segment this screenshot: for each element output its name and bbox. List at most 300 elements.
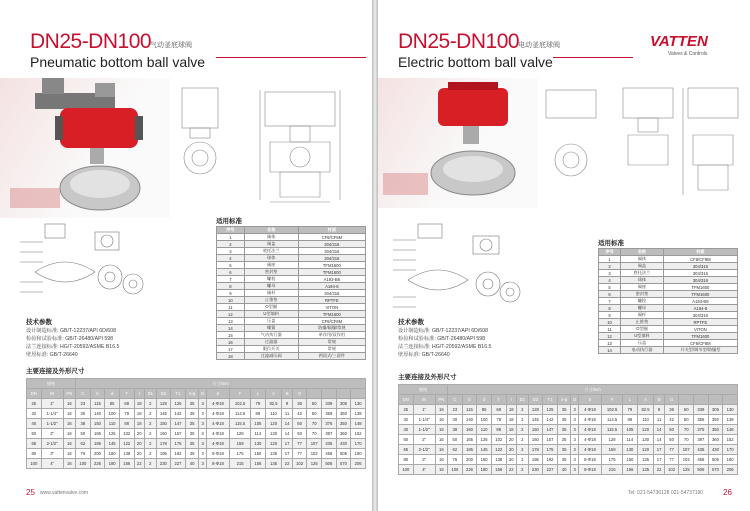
dims-title: 主要连接及外形尺寸 xyxy=(398,374,457,381)
dims-cell: 2 xyxy=(516,465,528,475)
dims-cell: 16 xyxy=(63,429,75,439)
materials-cell: A194-8 xyxy=(298,283,365,290)
materials-cell: 12 xyxy=(599,333,621,340)
dims-cell: 145 xyxy=(477,445,492,455)
dims-cell: 192 xyxy=(171,449,186,459)
dims-cell: 82.5 xyxy=(637,405,654,415)
materials-row xyxy=(599,270,738,277)
dims-header-cell: T xyxy=(491,395,506,405)
materials-cell: U型填料 xyxy=(244,311,298,318)
tech-line: 法兰连接标准: HG/T-20592/ASME B16.5 xyxy=(26,344,120,350)
dims-cell: 3 xyxy=(571,455,578,465)
materials-cell: 304/316 xyxy=(663,312,737,319)
materials-cell: 防爆/隔爆/常规 xyxy=(298,325,365,332)
logo-subtext: Valves & Controls xyxy=(668,51,708,57)
materials-cell: O型圈 xyxy=(244,304,298,311)
dims-cell: 150 xyxy=(251,449,266,459)
dims-cell: 125 xyxy=(307,459,322,469)
dims-cell: 9 xyxy=(654,405,664,415)
materials-cell: 气动执行器 xyxy=(244,332,298,339)
dims-header-cell: C xyxy=(448,395,463,405)
dims-header-cell: D2 xyxy=(156,389,171,399)
contact-phone: Tel: 021-54736128 021-54737190 xyxy=(628,490,704,496)
dims-cell: 458 xyxy=(694,455,709,465)
materials-cell: TFM1600 xyxy=(663,284,737,291)
dims-cell: 2 xyxy=(516,425,528,435)
dims-cell: 339 xyxy=(694,405,709,415)
dims-cell: 102 xyxy=(119,429,134,439)
dims-cell: 160 xyxy=(105,449,120,459)
materials-cell: VITON xyxy=(298,304,365,311)
dims-cell: 115.5 xyxy=(230,419,251,429)
materials-row xyxy=(217,290,366,297)
materials-row xyxy=(599,291,738,298)
dims-cell: 135 xyxy=(265,449,282,459)
materials-cell: 止推垫 xyxy=(621,319,664,326)
materials-row xyxy=(599,256,738,263)
dims-header-cell: n-φ xyxy=(557,395,571,405)
materials-cell: A193-B8 xyxy=(298,276,365,283)
dims-cell: 128 xyxy=(156,399,171,409)
dims-header-cell: F xyxy=(230,389,251,399)
dims-cell: 506 xyxy=(694,465,709,475)
dims-cell: 120 xyxy=(637,425,654,435)
title-rule xyxy=(216,57,366,58)
dims-cell: 50 xyxy=(292,419,307,429)
materials-cell: 13 xyxy=(599,340,621,347)
dims-cell: 35 xyxy=(557,415,571,425)
materials-cell: 8 xyxy=(217,283,245,290)
dims-header-cell: D2 xyxy=(528,395,543,405)
dims-cell: 175 xyxy=(171,439,186,449)
dims-cell: 120 xyxy=(637,445,654,455)
dims-cell: 16 xyxy=(63,419,75,429)
dims-header-cell: b xyxy=(90,389,105,399)
dims-cell: 11 xyxy=(654,415,664,425)
materials-row xyxy=(217,346,366,353)
website-url: www.vattenvalve.com xyxy=(40,490,89,496)
dims-cell: 107 xyxy=(679,445,694,455)
dims-cell: 156 xyxy=(623,465,638,475)
dims-cell: 4-Φ18 xyxy=(578,435,601,445)
materials-cell: 7 xyxy=(217,276,245,283)
dims-cell: 148 xyxy=(723,425,738,435)
dims-cell: 32 xyxy=(27,409,42,419)
dims-cell: 157 xyxy=(543,435,558,445)
materials-cell: CF8/CF8M xyxy=(298,234,365,241)
dims-cell: 147 xyxy=(543,425,558,435)
dims-cell: 42 xyxy=(292,409,307,419)
materials-cell: 单作用/双作用 xyxy=(298,332,365,339)
dims-header-cell: L xyxy=(623,395,638,405)
dims-cell: 180 xyxy=(477,465,492,475)
dims-cell: 20 xyxy=(134,449,144,459)
dims-cell: 200 xyxy=(462,455,477,465)
dims-cell: 3" xyxy=(413,455,435,465)
dims-cell: 115 xyxy=(90,399,105,409)
dims-cell: 157 xyxy=(171,429,186,439)
dims-cell: 350 xyxy=(708,425,723,435)
dims-cell: 4-Φ18 xyxy=(206,439,229,449)
dims-cell: 180 xyxy=(351,449,366,459)
product-photo xyxy=(0,78,170,218)
dims-cell: 4-Φ18 xyxy=(206,419,229,429)
dims-cell: 570 xyxy=(708,465,723,475)
dims-header-cell: n-φ xyxy=(185,389,199,399)
dims-cell: 175 xyxy=(602,455,623,465)
dims-cell: 30 xyxy=(448,415,463,425)
dims-header-cell: F xyxy=(602,395,623,405)
materials-cell: 6 xyxy=(599,291,621,298)
dims-cell: 35 xyxy=(557,455,571,465)
dims-cell: 114 xyxy=(623,435,638,445)
dims-cell: 18 xyxy=(134,419,144,429)
dims-cell: 50 xyxy=(307,399,322,409)
materials-cell: TFM1600 xyxy=(298,269,365,276)
dims-group-spec: 规格 xyxy=(27,379,76,389)
dims-cell: 570 xyxy=(336,459,351,469)
dims-cell: 38 xyxy=(76,419,91,429)
dims-cell: 50 xyxy=(76,429,91,439)
materials-cell: 15 xyxy=(217,332,245,339)
dims-cell: 20 xyxy=(134,429,144,439)
materials-cell: 5 xyxy=(599,284,621,291)
dims-cell: 145 xyxy=(105,439,120,449)
dims-cell: 359 xyxy=(694,415,709,425)
dims-cell: 206 xyxy=(723,465,738,475)
tech-line: 设计制造标准: GB/T-12237/API 6D/608 xyxy=(26,328,116,334)
materials-cell: 螺栓 xyxy=(244,276,298,283)
dims-cell: 1-1/2" xyxy=(413,425,435,435)
dims-row xyxy=(27,459,366,469)
dimensions-table xyxy=(26,378,366,469)
dims-cell: 35 xyxy=(557,435,571,445)
dims-cell: 9 xyxy=(282,399,292,409)
materials-cell: 7 xyxy=(599,298,621,305)
dims-cell: 305 xyxy=(708,405,723,415)
dims-cell: 506 xyxy=(322,459,337,469)
dims-cell: 3 xyxy=(571,405,578,415)
dims-cell: 3 xyxy=(571,445,578,455)
materials-row xyxy=(217,276,366,283)
dims-cell: 18 xyxy=(134,399,144,409)
materials-cell: 两留式/三留件 xyxy=(298,353,365,360)
dims-cell: 102 xyxy=(679,455,694,465)
materials-cell: VITON xyxy=(663,326,737,333)
dims-cell: 2 xyxy=(516,445,528,455)
materials-row xyxy=(599,305,738,312)
materials-cell: O型圈 xyxy=(621,326,664,333)
dims-cell: 50 xyxy=(679,405,694,415)
dims-header-cell xyxy=(679,395,694,405)
materials-cell: 11 xyxy=(217,304,245,311)
dims-cell: 89 xyxy=(251,409,266,419)
right-page xyxy=(378,0,750,511)
page-subtitle: Pneumatic bottom ball valve xyxy=(30,54,206,70)
dims-cell: 2 xyxy=(144,439,156,449)
dims-cell: 32 xyxy=(399,415,414,425)
dims-cell: 110 xyxy=(265,409,282,419)
dims-cell: 77 xyxy=(664,445,679,455)
dims-cell: 65 xyxy=(27,439,42,449)
dims-cell: 20 xyxy=(506,435,516,445)
dims-cell: 14 xyxy=(282,419,292,429)
dims-cell: 25 xyxy=(399,405,414,415)
dims-cell: 185 xyxy=(90,439,105,449)
materials-row xyxy=(217,248,366,255)
dims-cell: 139 xyxy=(723,415,738,425)
materials-cell: 13 xyxy=(217,318,245,325)
logo-text: VATTEN xyxy=(650,33,708,50)
materials-cell: 9 xyxy=(599,312,621,319)
dims-cell: 505 xyxy=(336,449,351,459)
tech-line: 壁厚标准: GB/T-26640 xyxy=(26,352,78,358)
materials-cell: CF8/CF8M xyxy=(298,318,365,325)
materials-row xyxy=(217,318,366,325)
dims-cell: 1" xyxy=(413,405,435,415)
materials-cell: 1 xyxy=(217,234,245,241)
dims-cell: 435 xyxy=(694,445,709,455)
dims-cell: 50 xyxy=(307,409,322,419)
dims-cell: 2" xyxy=(413,435,435,445)
materials-cell: 电动执行器 xyxy=(621,347,664,354)
materials-row xyxy=(217,332,366,339)
dims-cell: 505 xyxy=(708,455,723,465)
dims-cell: 35 xyxy=(185,449,199,459)
dims-header-cell: d xyxy=(105,389,120,399)
materials-cell: 密封垫 xyxy=(621,291,664,298)
materials-cell: 10 xyxy=(599,319,621,326)
dims-cell: 105 xyxy=(623,425,638,435)
materials-cell: 常规 xyxy=(298,339,365,346)
dims-cell: 359 xyxy=(322,409,337,419)
page-number: 25 xyxy=(26,488,35,497)
dims-cell: 128 xyxy=(528,405,543,415)
dims-cell: 3 xyxy=(199,439,206,449)
dims-cell: 2 xyxy=(144,429,156,439)
materials-cell: 10 xyxy=(217,297,245,304)
dims-cell: 62 xyxy=(76,439,91,449)
dims-cell: 2 xyxy=(144,459,156,469)
dims-header-cell: S xyxy=(578,395,601,405)
dims-cell: 35 xyxy=(557,405,571,415)
dims-cell: 3 xyxy=(199,409,206,419)
materials-table xyxy=(216,226,366,360)
materials-cell: CF8/CF8M xyxy=(663,340,737,347)
dims-cell: 23 xyxy=(76,399,91,409)
dims-header-cell: d xyxy=(477,395,492,405)
dims-cell: 100 xyxy=(27,459,42,469)
dims-cell: 35 xyxy=(557,425,571,435)
dims-row xyxy=(399,425,738,435)
dims-cell: 16 xyxy=(435,465,447,475)
page-title-cn: 电动釜底球阀 xyxy=(518,42,560,49)
dims-cell: 2" xyxy=(41,429,63,439)
dims-cell: 16 xyxy=(435,455,447,465)
dims-cell: 1" xyxy=(41,399,63,409)
dims-cell: 195 xyxy=(528,455,543,465)
dims-cell: 16 xyxy=(435,425,447,435)
dims-header-cell: IN xyxy=(413,395,435,405)
dims-cell: 30 xyxy=(76,409,91,419)
dims-cell: 125 xyxy=(679,465,694,475)
dims-cell: 2 xyxy=(144,419,156,429)
dims-cell: 35 xyxy=(185,419,199,429)
dims-cell: 22 xyxy=(654,465,664,475)
dims-cell: 125 xyxy=(477,435,492,445)
dims-row xyxy=(27,439,366,449)
materials-cell: 止推垫 xyxy=(244,297,298,304)
dims-cell: 4-Φ18 xyxy=(206,429,229,439)
materials-cell: 底托法兰 xyxy=(244,248,298,255)
materials-cell: 14 xyxy=(217,325,245,332)
dims-cell: 350 xyxy=(336,409,351,419)
dims-cell: 40 xyxy=(27,419,42,429)
dims-cell: 192 xyxy=(543,455,558,465)
dims-cell: 180 xyxy=(723,455,738,465)
materials-cell: 阀盖 xyxy=(621,263,664,270)
materials-row xyxy=(217,241,366,248)
dims-header-cell xyxy=(708,395,723,405)
dims-cell: 20 xyxy=(134,439,144,449)
materials-cell: TFM1600 xyxy=(663,333,737,340)
materials-cell: 球体 xyxy=(621,277,664,284)
dimensions-table xyxy=(398,384,738,475)
dims-cell: 142 xyxy=(171,409,186,419)
dims-cell: 18 xyxy=(134,409,144,419)
dims-cell: 200 xyxy=(90,449,105,459)
materials-cell: 阀座 xyxy=(621,284,664,291)
tech-line: 检验和试验标准: GB/T-26480/API 598 xyxy=(398,336,486,342)
materials-row xyxy=(599,347,738,354)
materials-col-material: 材质 xyxy=(663,249,737,256)
materials-col-no: 序号 xyxy=(599,249,621,256)
left-page xyxy=(0,0,372,511)
dims-header-cell xyxy=(694,395,709,405)
materials-title: 适用标准 xyxy=(216,218,242,225)
materials-col-name: 名称 xyxy=(621,249,664,256)
materials-cell: 6 xyxy=(217,269,245,276)
dims-cell: 16 xyxy=(435,435,447,445)
dims-cell: 102 xyxy=(292,459,307,469)
dims-header-cell: PN xyxy=(63,389,75,399)
dims-cell: 16 xyxy=(435,445,447,455)
dims-cell: 16 xyxy=(63,459,75,469)
dims-cell: 115.5 xyxy=(602,425,623,435)
dims-cell: 35 xyxy=(185,399,199,409)
dims-cell: 25 xyxy=(27,399,42,409)
dims-cell: 156 xyxy=(119,459,134,469)
dims-header-cell: DN xyxy=(399,395,414,405)
dims-cell: 175 xyxy=(543,445,558,455)
materials-cell: CF8/CF8M xyxy=(663,256,737,263)
dims-cell: 80 xyxy=(399,455,414,465)
dims-cell: 3 xyxy=(199,459,206,469)
dims-cell: 147 xyxy=(171,419,186,429)
dims-cell: 1-1/4" xyxy=(41,409,63,419)
dims-cell: 160 xyxy=(477,455,492,465)
materials-cell: 18 xyxy=(217,353,245,360)
dims-cell: 150 xyxy=(462,425,477,435)
dims-header-cell xyxy=(322,389,337,399)
materials-cell: 1 xyxy=(599,256,621,263)
dims-cell: 165 xyxy=(90,429,105,439)
dims-cell: 22 xyxy=(134,459,144,469)
dims-cell: 125 xyxy=(171,399,186,409)
dims-cell: 18 xyxy=(506,405,516,415)
dims-cell: 70 xyxy=(307,429,322,439)
dims-cell: 230 xyxy=(156,459,171,469)
dims-cell: 2 xyxy=(516,455,528,465)
dims-cell: 360 xyxy=(336,429,351,439)
dims-cell: 79 xyxy=(623,405,638,415)
dims-cell: 159 xyxy=(602,445,623,455)
dims-cell: 35 xyxy=(185,439,199,449)
materials-cell: 8 xyxy=(599,305,621,312)
dims-cell: 130 xyxy=(723,405,738,415)
dims-header-cell: D xyxy=(199,389,206,399)
dims-cell: 375 xyxy=(694,425,709,435)
dims-cell: 4-Φ18 xyxy=(578,405,601,415)
dims-header-cell: A xyxy=(637,395,654,405)
dims-cell: 130 xyxy=(265,429,282,439)
dims-cell: 339 xyxy=(322,399,337,409)
dims-cell: 3 xyxy=(571,415,578,425)
dims-cell: 360 xyxy=(708,435,723,445)
materials-row xyxy=(217,255,366,262)
dims-cell: 89 xyxy=(623,415,638,425)
materials-cell: 阀杆 xyxy=(244,290,298,297)
dims-cell: 130 xyxy=(623,445,638,455)
materials-cell: 蝶簧 xyxy=(244,325,298,332)
dims-cell: 397 xyxy=(322,429,337,439)
dims-cell: 82.5 xyxy=(265,399,282,409)
materials-cell: 304/316 xyxy=(298,255,365,262)
materials-cell: TFM1600 xyxy=(298,262,365,269)
dims-cell: 110 xyxy=(105,419,120,429)
dims-cell: 40 xyxy=(557,465,571,475)
dims-cell: 142 xyxy=(543,415,558,425)
dims-cell: 50 xyxy=(664,425,679,435)
dims-cell: 178 xyxy=(156,439,171,449)
dims-cell: 125 xyxy=(105,429,120,439)
page-title: DN25-DN100 xyxy=(30,30,152,53)
dims-header-cell: T1 xyxy=(543,395,558,405)
dims-header-cell: B xyxy=(282,389,292,399)
dims-cell: 195 xyxy=(156,449,171,459)
tech-line: 检验和试验标准: GB/T-26480/API 598 xyxy=(26,336,114,342)
dims-cell: 3 xyxy=(199,419,206,429)
dims-header-cell: G xyxy=(664,395,679,405)
dims-cell: 16 xyxy=(63,399,75,409)
dims-cell: 8-Φ18 xyxy=(578,465,601,475)
dims-cell: 18 xyxy=(506,425,516,435)
dims-cell: 16 xyxy=(435,405,447,415)
dimension-drawing xyxy=(170,80,370,210)
dims-row xyxy=(27,409,366,419)
dims-cell: 110 xyxy=(477,425,492,435)
dims-cell: 3 xyxy=(199,399,206,409)
dims-header-cell: C xyxy=(76,389,91,399)
dims-cell: 145 xyxy=(528,415,543,425)
dims-header-cell xyxy=(307,389,322,399)
product-photo xyxy=(378,78,538,208)
dims-cell: 2-1/2" xyxy=(413,445,435,455)
materials-cell: 阀盖 xyxy=(244,241,298,248)
materials-cell: 阀杆 xyxy=(621,312,664,319)
tech-line: 法兰连接标准: HG/T-20592/ASME B16.5 xyxy=(398,344,492,350)
materials-row xyxy=(217,269,366,276)
